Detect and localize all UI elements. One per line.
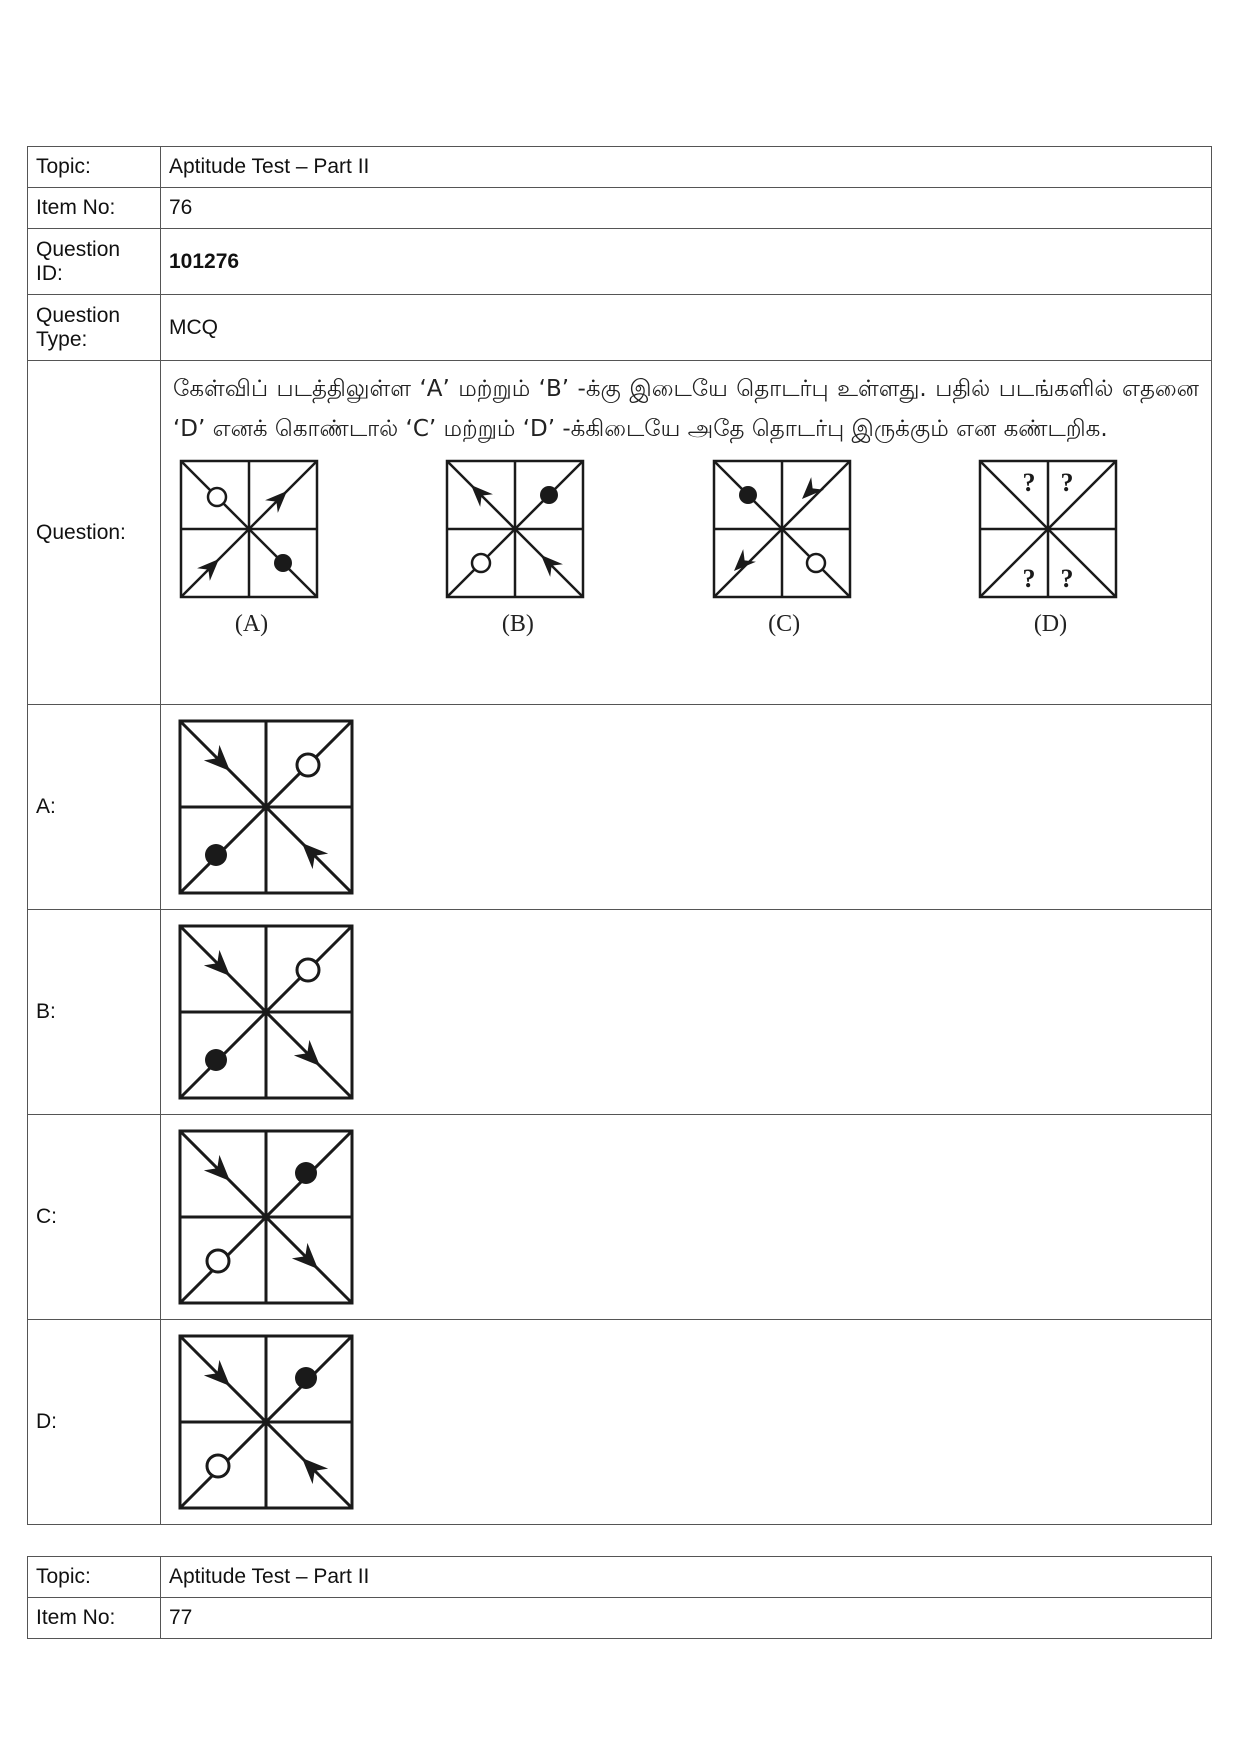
figure-d-diagram xyxy=(978,459,1118,599)
hollow-circle-icon xyxy=(208,488,226,506)
question-type-label: Question Type: xyxy=(28,295,161,361)
question-type-value: MCQ xyxy=(161,295,1212,361)
hollow-circle-icon xyxy=(807,554,825,572)
filled-circle-icon xyxy=(739,486,757,504)
question-mark: ? xyxy=(1060,564,1074,593)
arrow-icon xyxy=(727,549,755,577)
option-b[interactable] xyxy=(161,910,1212,1115)
question-figures xyxy=(169,459,1203,637)
question-label: Question: xyxy=(28,361,161,705)
figure-a-caption: (A) xyxy=(234,611,269,637)
question-text: கேள்விப் படத்திலுள்ள ‘A’ மற்றும் ‘B’ -க்கு இடையே தொடர்பு உள்ளது. பதில் படங்களில் எதனை ‘D’ எனக் கொண்டால் ‘C’ மற்றும் ‘D’ -க்கிடையே அதே தொடர்பு இருக்கும் என கண்டறிக. xyxy=(173,376,1199,442)
hollow-circle-icon xyxy=(207,1455,229,1477)
option-a-diagram xyxy=(178,719,354,895)
option-c-label: C: xyxy=(28,1115,161,1320)
question-figure-d xyxy=(978,459,1123,637)
topic-label: Topic: xyxy=(28,147,161,188)
option-d-diagram xyxy=(178,1334,354,1510)
option-a-label: A: xyxy=(28,705,161,910)
item-no-value: 76 xyxy=(161,188,1212,229)
topic-value: Aptitude Test – Part II xyxy=(161,147,1212,188)
option-c[interactable] xyxy=(161,1115,1212,1320)
figure-b-caption: (B) xyxy=(501,611,534,637)
option-c-diagram xyxy=(178,1129,354,1305)
item-no-value: 77 xyxy=(161,1598,1212,1639)
question-id-value: 101276 xyxy=(161,229,1212,295)
filled-circle-icon xyxy=(540,486,558,504)
topic-value: Aptitude Test – Part II xyxy=(161,1557,1212,1598)
option-a[interactable] xyxy=(161,705,1212,910)
hollow-circle-icon xyxy=(472,554,490,572)
figure-a-diagram xyxy=(179,459,319,599)
figure-b-diagram xyxy=(445,459,585,599)
question-mark: ? xyxy=(1022,468,1036,497)
question-figure-c xyxy=(712,459,857,637)
hollow-circle-icon xyxy=(207,1250,229,1272)
hollow-circle-icon xyxy=(297,959,319,981)
question-mark: ? xyxy=(1060,468,1074,497)
filled-circle-icon xyxy=(205,844,227,866)
topic-label: Topic: xyxy=(28,1557,161,1598)
figure-d-caption: (D) xyxy=(1033,611,1068,637)
question-table-77 xyxy=(27,1556,1212,1639)
option-d-label: D: xyxy=(28,1320,161,1525)
question-mark: ? xyxy=(1022,564,1036,593)
filled-circle-icon xyxy=(295,1162,317,1184)
question-id-label: Question ID: xyxy=(28,229,161,295)
item-no-label: Item No: xyxy=(28,1598,161,1639)
figure-c-diagram xyxy=(712,459,852,599)
filled-circle-icon xyxy=(205,1049,227,1071)
option-b-label: B: xyxy=(28,910,161,1115)
question-figure-b xyxy=(445,459,590,637)
option-b-diagram xyxy=(178,924,354,1100)
figure-c-caption: (C) xyxy=(768,611,801,637)
filled-circle-icon xyxy=(295,1367,317,1389)
filled-circle-icon xyxy=(274,554,292,572)
item-no-label: Item No: xyxy=(28,188,161,229)
option-d[interactable] xyxy=(161,1320,1212,1525)
question-table-76 xyxy=(27,146,1212,1525)
hollow-circle-icon xyxy=(297,754,319,776)
question-content xyxy=(161,361,1212,705)
question-figure-a xyxy=(179,459,324,637)
